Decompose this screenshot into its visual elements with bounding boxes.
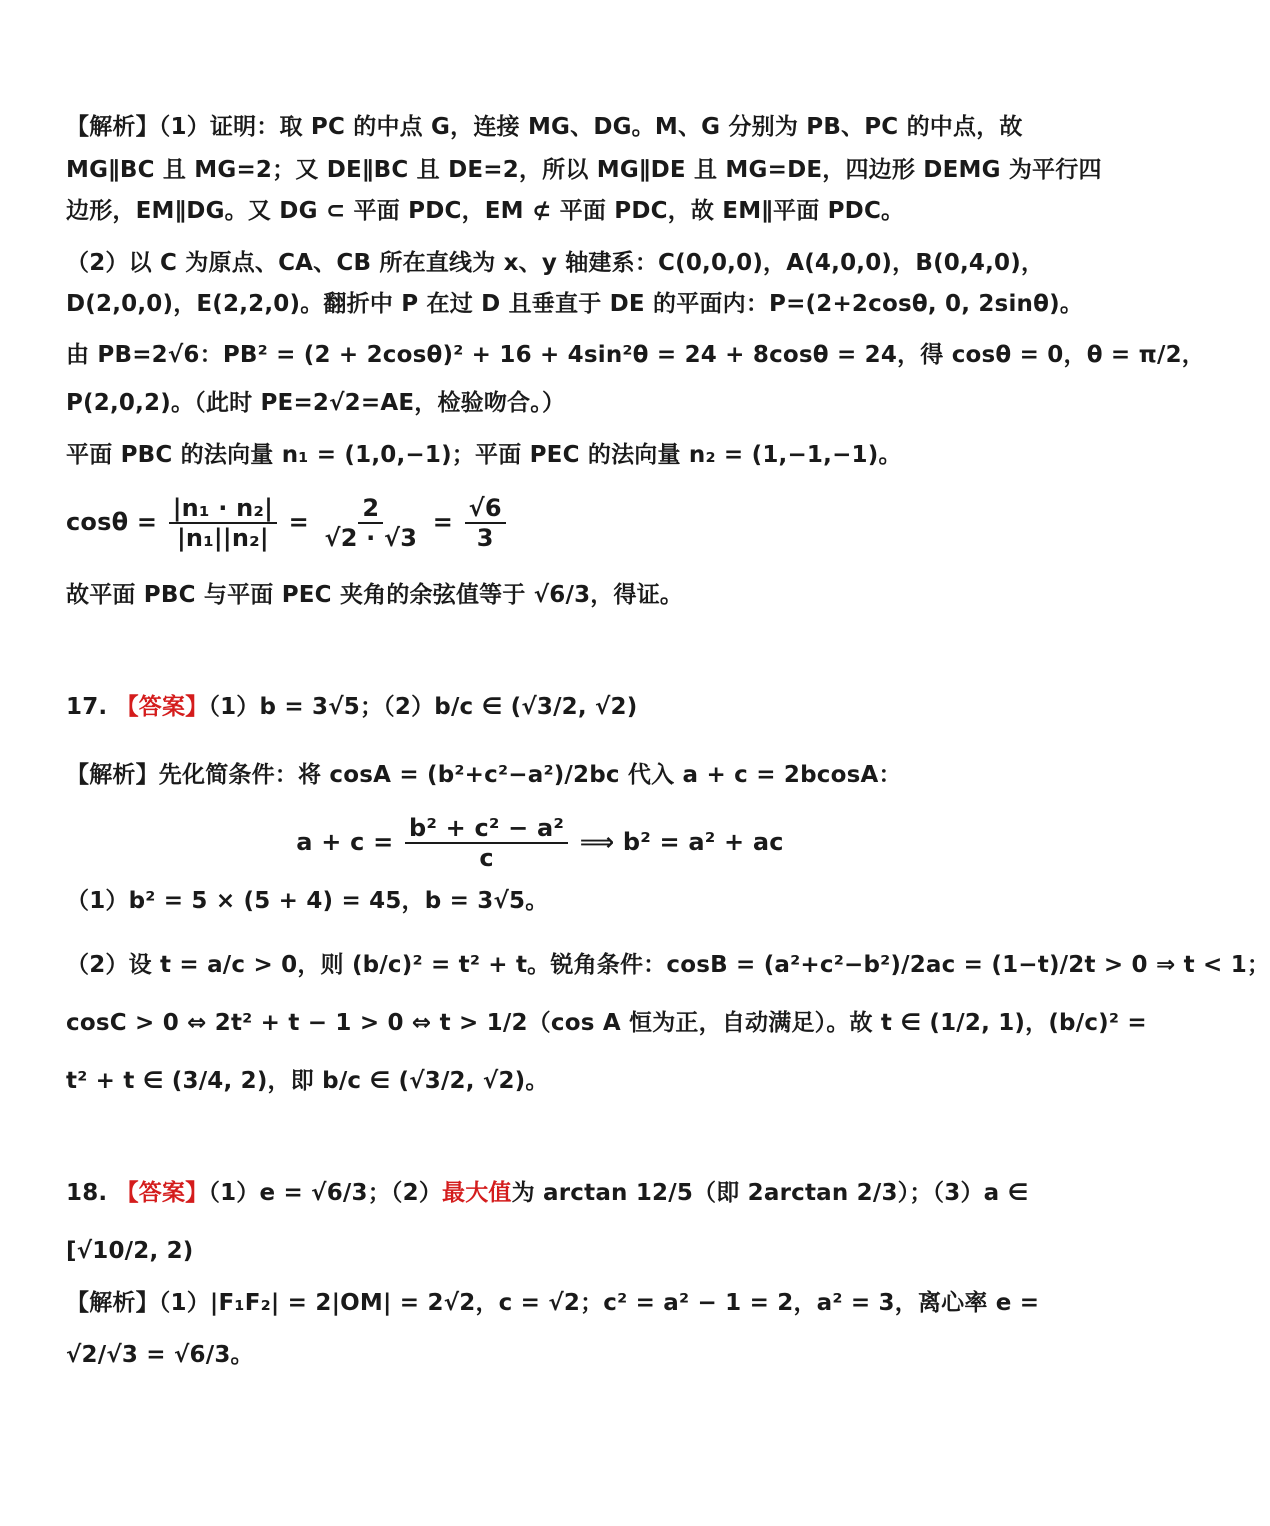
text-line: MG∥BC 且 MG=2；又 DE∥BC 且 DE=2，所以 MG∥DE 且 MG=DE，四边形 DEMG 为平行四 [66, 157, 1102, 183]
question-number: 18. [66, 1180, 116, 1206]
text-line: cosC > 0 ⇔ 2t² + t − 1 > 0 ⇔ t > 1/2（cos A 恒为正，自动满足）。故 t ∈ (1/2, 1)，(b/c)² = [66, 1010, 1147, 1036]
formula-cos-theta [66, 494, 509, 552]
answer-tag: 【答案】 [115, 1180, 209, 1206]
equals-sign: = [432, 508, 454, 536]
numerator: 2 [358, 494, 383, 524]
text-line: （1）b² = 5 × (5 + 4) = 45，b = 3√5。 [66, 888, 549, 914]
question-number: 17. [66, 694, 116, 720]
answer-text: （1）e = √6/3；（2） [208, 1180, 443, 1206]
answer-18 [66, 1178, 1028, 1208]
answer-text: （1）b = 3√5；（2）b/c ∈ (√3/2, √2) [208, 694, 638, 720]
numerator: b² + c² − a² [405, 814, 568, 844]
text-line: 由 PB=2√6：PB² = (2 + 2cosθ)² + 16 + 4sin²θ = 24 + 8cosθ = 24，得 cosθ = 0，θ = π/2， [66, 342, 1205, 368]
text-line: 平面 PBC 的法向量 n₁ = (1,0,−1)；平面 PEC 的法向量 n₂ = (1,−1,−1)。 [66, 442, 902, 468]
fraction [169, 494, 277, 552]
formula-a-plus-c [0, 814, 1080, 872]
answer-17 [66, 692, 637, 722]
formula-prefix: a + c = [296, 828, 394, 856]
text-line: D(2,0,0)，E(2,2,0)。翻折中 P 在过 D 且垂直于 DE 的平面内：P=(2+2cosθ, 0, 2sinθ)。 [66, 291, 1084, 317]
text-line: [√10/2, 2) [66, 1238, 194, 1264]
text-line: 【解析】（1）|F₁F₂| = 2|OM| = 2√2，c = √2；c² = a² − 1 = 2，a² = 3，离心率 e = [66, 1290, 1040, 1316]
text-line: 故平面 PBC 与平面 PEC 夹角的余弦值等于 √6/3，得证。 [66, 582, 684, 608]
answer-text: 为 arctan 12/5（即 2arctan 2/3）；（3）a ∈ [511, 1180, 1029, 1206]
text-line: （2）设 t = a/c > 0，则 (b/c)² = t² + t。锐角条件：cosB = (a²+c²−b²)/2ac = (1−t)/2t > 0 ⇒ t < 1； [66, 952, 1270, 978]
numerator: √6 [465, 494, 506, 524]
answer-highlight: 最大值 [442, 1180, 512, 1206]
answer-tag: 【答案】 [115, 694, 209, 720]
numerator: |n₁ · n₂| [169, 494, 277, 524]
denominator: |n₁||n₂| [176, 524, 269, 552]
fraction [321, 494, 422, 552]
denominator: √2 · √3 [324, 524, 418, 552]
text-line: P(2,0,2)。（此时 PE=2√2=AE，检验吻合。） [66, 390, 566, 416]
fraction [465, 494, 506, 552]
equals-sign: = [288, 508, 309, 536]
formula-prefix: cosθ = [66, 508, 158, 536]
text-line: （2）以 C 为原点、CA、CB 所在直线为 x、y 轴建系：C(0,0,0)，A(4,0,0)，B(0,4,0)， [66, 250, 1045, 276]
formula-suffix: ⟹ b² = a² + ac [579, 828, 784, 856]
text-line: 【解析】先化简条件：将 cosA = (b²+c²−a²)/2bc 代入 a + c = 2bcosA： [66, 762, 902, 788]
text-line: t² + t ∈ (3/4, 2)，即 b/c ∈ (√3/2, √2)。 [66, 1068, 549, 1094]
denominator: c [479, 844, 494, 872]
denominator: 3 [476, 524, 494, 552]
text-line: √2/√3 = √6/3。 [66, 1342, 254, 1368]
text-line: 边形，EM∥DG。又 DG ⊂ 平面 PDC，EM ⊄ 平面 PDC，故 EM∥平面 PDC。 [66, 198, 905, 224]
fraction [405, 814, 568, 872]
text-line: 【解析】（1）证明：取 PC 的中点 G，连接 MG、DG。M、G 分别为 PB、PC 的中点，故 [66, 114, 1023, 140]
